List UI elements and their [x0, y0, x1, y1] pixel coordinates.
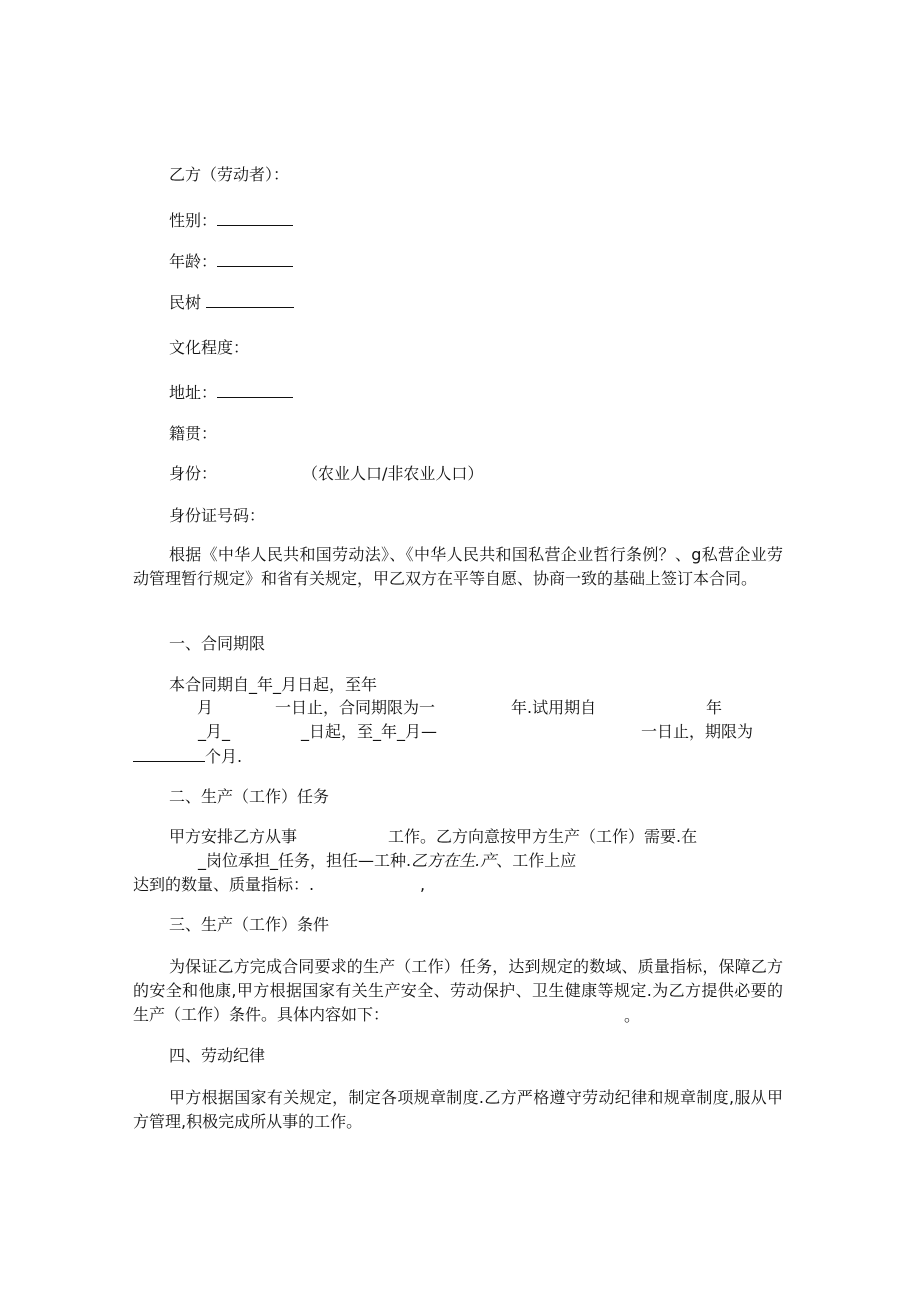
- identity-options: （农业人口/非农业人口）: [302, 464, 484, 483]
- ethnicity-field: [169, 293, 294, 313]
- task-line-2b: 、工作上应: [496, 851, 577, 870]
- term-line-4: [133, 747, 242, 767]
- identity-label: 身份：: [169, 464, 218, 483]
- task-line-1a: 甲方安排乙方从事: [169, 827, 298, 846]
- term-line-4-text: 个月.: [205, 747, 243, 766]
- conditions-end-mark: 。: [624, 1006, 641, 1025]
- age-blank[interactable]: [217, 252, 293, 267]
- term-line-2a: 月: [197, 698, 214, 717]
- task-line-3b: ,: [420, 875, 426, 894]
- native-place-label: 籍贯：: [169, 424, 218, 443]
- term-line-2d: 年: [706, 698, 723, 717]
- probation-months-blank[interactable]: [133, 747, 205, 762]
- task-line-2: [198, 851, 576, 871]
- ethnicity-blank[interactable]: [206, 293, 294, 308]
- task-line-2-italic: 乙方在生.产: [411, 851, 497, 870]
- section-1-title: 一、合同期限: [169, 634, 266, 653]
- party-b-heading: 乙方（劳动者）：: [169, 165, 290, 184]
- section-3-title: 三、生产（工作）条件: [169, 915, 330, 934]
- ethnicity-label: 民树: [169, 293, 202, 312]
- discipline-paragraph: 甲方根据国家有关规定，制定各项规章制度.乙方严格遵守劳动纪律和规章制度,服从甲方管理,积极完成所从事的工作。: [133, 1088, 783, 1131]
- section-2-title: 二、生产（工作）任务: [169, 787, 330, 806]
- task-line-2a: _岗位承担_任务，担任—工种.: [198, 851, 412, 870]
- task-line-3a: 达到的数量、质量指标：.: [133, 875, 315, 894]
- address-field: [169, 383, 293, 403]
- term-line-3c: 一日止，期限为: [641, 722, 754, 741]
- education-label: 文化程度：: [169, 338, 250, 357]
- intro-paragraph: 根据《中华人民共和国劳动法》、《中华人民共和国私营企业哲行条例？、g私营企业劳动管理暂行规定》和省有关规定，甲乙双方在平等自愿、协商一致的基础上签订本合同。: [133, 545, 783, 588]
- term-line-2c: 年.试用期自: [511, 698, 597, 717]
- id-number-label: 身份证号码：: [169, 506, 266, 525]
- term-line-3b: _日起，至_年_月—: [301, 722, 438, 741]
- address-label: 地址：: [169, 383, 218, 402]
- gender-label: 性别：: [169, 211, 218, 230]
- term-line-3a: _月_: [198, 722, 231, 741]
- gender-field: [169, 211, 293, 231]
- age-label: 年龄：: [169, 252, 218, 271]
- task-line-1b: 工作。乙方向意按甲方生产（工作）需要.在: [388, 827, 698, 846]
- age-field: [169, 252, 293, 272]
- address-blank[interactable]: [217, 383, 293, 398]
- term-line-1: 本合同期自_年_月日起，至年: [169, 675, 378, 694]
- conditions-paragraph: 为保证乙方完成合同要求的生产（工作）任务，达到规定的数域、质量指标，保障乙方的安全和他康,甲方根据国家有关生产安全、劳动保护、卫生健康等规定.为乙方提供必要的生产（工作）条件。具体内容如下：: [133, 957, 783, 1024]
- term-line-2b: 一日止，合同期限为一: [275, 698, 436, 717]
- gender-blank[interactable]: [217, 211, 293, 226]
- section-4-title: 四、劳动纪律: [169, 1046, 266, 1065]
